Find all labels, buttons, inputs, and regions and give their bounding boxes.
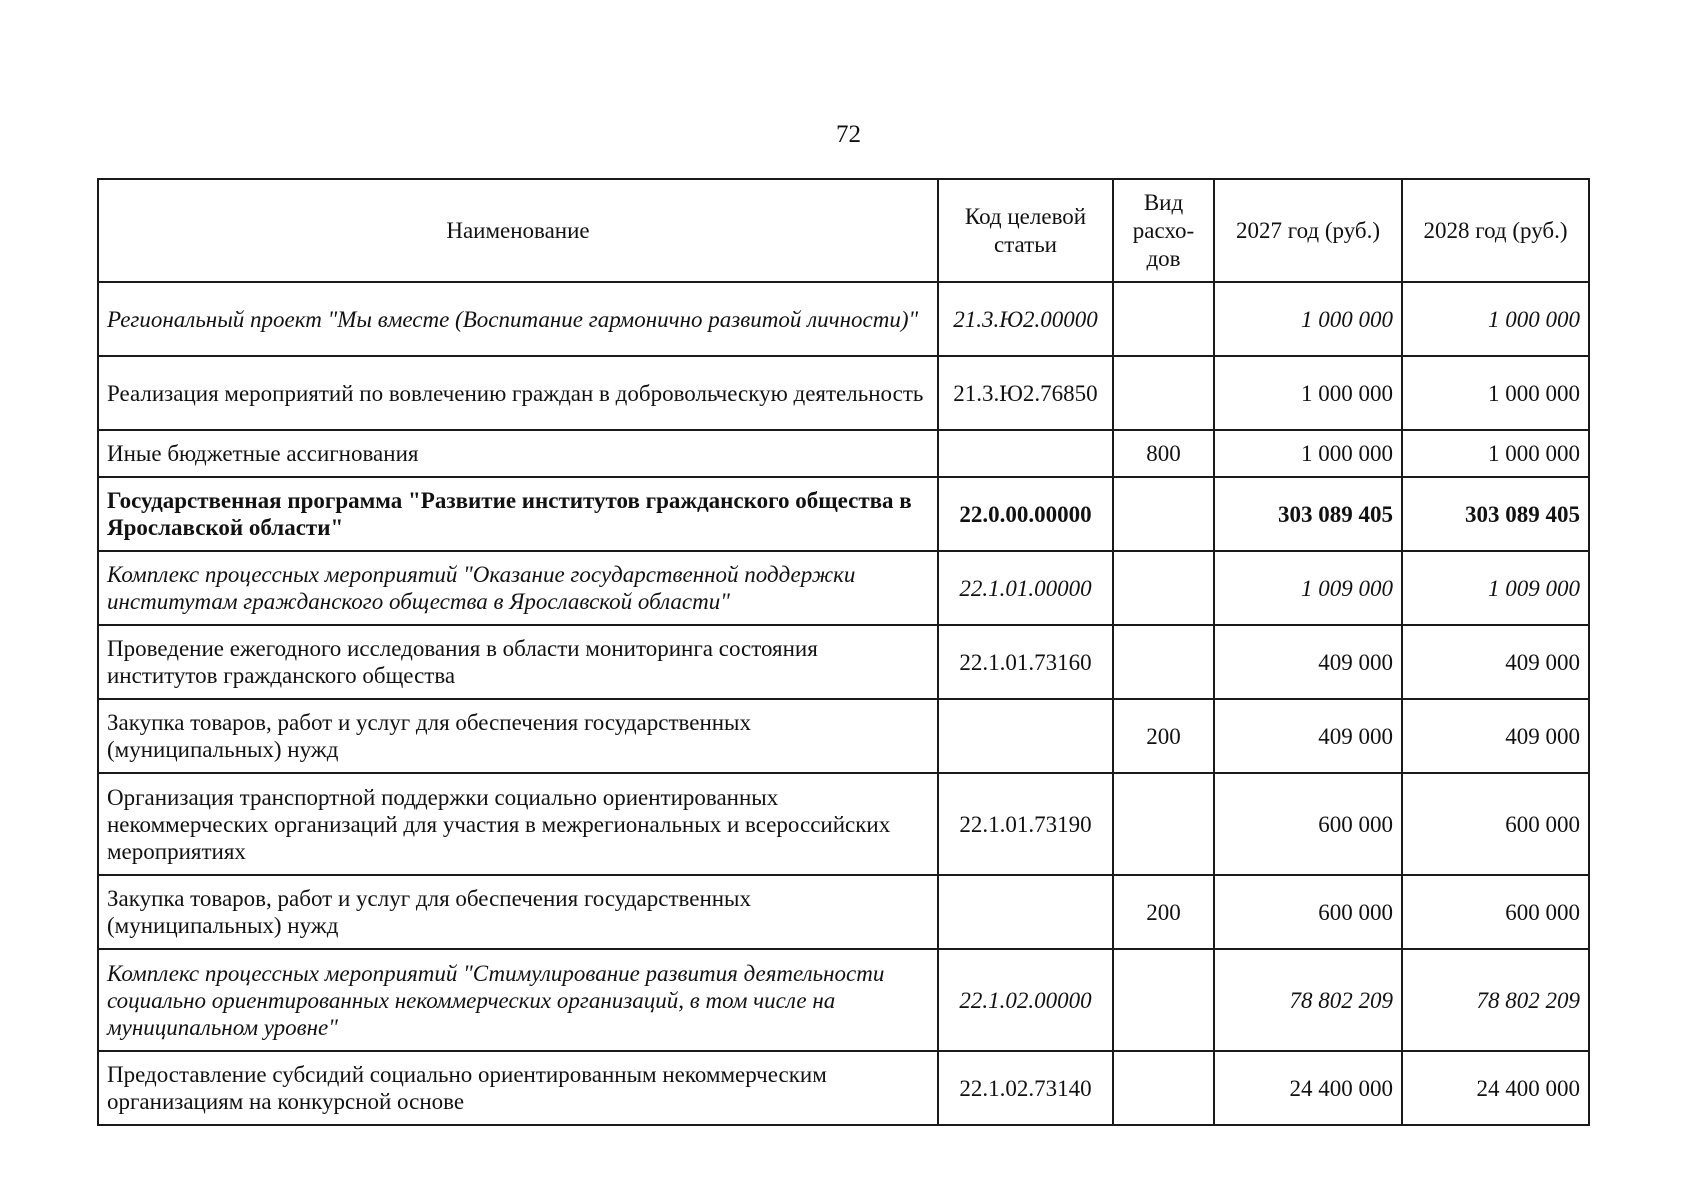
- row-amount-2028: 600 000: [1402, 773, 1589, 875]
- row-amount-2027: 409 000: [1214, 699, 1402, 773]
- row-amount-2028: 1 000 000: [1402, 430, 1589, 477]
- row-name: Иные бюджетные ассигнования: [98, 430, 938, 477]
- table-row: [98, 625, 1589, 699]
- row-name: Комплекс процессных мероприятий "Оказание государственной поддержки институтам гражданского общества в Ярославской области": [98, 551, 938, 625]
- row-name: Закупка товаров, работ и услуг для обеспечения государственных (муниципальных) нужд: [98, 875, 938, 949]
- row-amount-2028: 303 089 405: [1402, 477, 1589, 551]
- header-name: Наименование: [98, 179, 938, 282]
- row-amount-2027: 1 000 000: [1214, 282, 1402, 356]
- header-kind: Вид расхо-дов: [1113, 179, 1214, 282]
- row-amount-2027: 1 000 000: [1214, 356, 1402, 430]
- table-header-row: [98, 179, 1589, 282]
- row-kind: [1113, 773, 1214, 875]
- row-kind: [1113, 625, 1214, 699]
- header-code: Код целевой статьи: [938, 179, 1113, 282]
- row-amount-2027: 78 802 209: [1214, 949, 1402, 1051]
- row-amount-2028: 1 000 000: [1402, 356, 1589, 430]
- row-code: 21.3.Ю2.00000: [938, 282, 1113, 356]
- row-kind: 200: [1113, 875, 1214, 949]
- row-kind: 800: [1113, 430, 1214, 477]
- table-row: [98, 773, 1589, 875]
- row-amount-2028: 409 000: [1402, 625, 1589, 699]
- table-row: [98, 875, 1589, 949]
- row-amount-2027: 600 000: [1214, 773, 1402, 875]
- row-kind: [1113, 949, 1214, 1051]
- row-name: Реализация мероприятий по вовлечению граждан в добровольческую деятельность: [98, 356, 938, 430]
- row-amount-2028: 409 000: [1402, 699, 1589, 773]
- row-code: 22.1.01.73190: [938, 773, 1113, 875]
- table-row: [98, 430, 1589, 477]
- row-code: [938, 430, 1113, 477]
- row-name: Закупка товаров, работ и услуг для обеспечения государственных (муниципальных) нужд: [98, 699, 938, 773]
- row-kind: [1113, 282, 1214, 356]
- row-name: Предоставление субсидий социально ориентированным некоммерческим организациям на конкурсной основе: [98, 1051, 938, 1125]
- row-name: Государственная программа "Развитие институтов гражданского общества в Ярославской области": [98, 477, 938, 551]
- row-name: Комплекс процессных мероприятий "Стимулирование развития деятельности социально ориентированных некоммерческих организаций, в том числе на муниципальном уровне": [98, 949, 938, 1051]
- page-number: 72: [836, 121, 861, 148]
- table-row: [98, 699, 1589, 773]
- row-name: Организация транспортной поддержки социально ориентированных некоммерческих организаций для участия в межрегиональных и всероссийских мероприятиях: [98, 773, 938, 875]
- row-amount-2027: 409 000: [1214, 625, 1402, 699]
- row-code: 22.1.01.00000: [938, 551, 1113, 625]
- row-amount-2028: 1 009 000: [1402, 551, 1589, 625]
- table-row: [98, 1051, 1589, 1125]
- table-row: [98, 282, 1589, 356]
- row-name: Проведение ежегодного исследования в области мониторинга состояния институтов гражданского общества: [98, 625, 938, 699]
- budget-table: [97, 178, 1590, 1126]
- row-amount-2027: 1 000 000: [1214, 430, 1402, 477]
- row-code: 21.3.Ю2.76850: [938, 356, 1113, 430]
- row-kind: [1113, 356, 1214, 430]
- table-row: [98, 477, 1589, 551]
- row-amount-2028: 600 000: [1402, 875, 1589, 949]
- row-code: 22.0.00.00000: [938, 477, 1113, 551]
- row-code: 22.1.02.00000: [938, 949, 1113, 1051]
- row-amount-2027: 600 000: [1214, 875, 1402, 949]
- header-year-2027: 2027 год (руб.): [1214, 179, 1402, 282]
- row-code: [938, 875, 1113, 949]
- table-row: [98, 949, 1589, 1051]
- table-row: [98, 356, 1589, 430]
- row-code: 22.1.01.73160: [938, 625, 1113, 699]
- row-amount-2027: 24 400 000: [1214, 1051, 1402, 1125]
- row-code: [938, 699, 1113, 773]
- header-year-2028: 2028 год (руб.): [1402, 179, 1589, 282]
- row-name: Региональный проект "Мы вместе (Воспитание гармонично развитой личности)": [98, 282, 938, 356]
- row-amount-2028: 1 000 000: [1402, 282, 1589, 356]
- row-amount-2028: 78 802 209: [1402, 949, 1589, 1051]
- row-amount-2027: 1 009 000: [1214, 551, 1402, 625]
- row-amount-2027: 303 089 405: [1214, 477, 1402, 551]
- row-amount-2028: 24 400 000: [1402, 1051, 1589, 1125]
- row-kind: 200: [1113, 699, 1214, 773]
- table-row: [98, 551, 1589, 625]
- row-kind: [1113, 551, 1214, 625]
- row-code: 22.1.02.73140: [938, 1051, 1113, 1125]
- row-kind: [1113, 477, 1214, 551]
- row-kind: [1113, 1051, 1214, 1125]
